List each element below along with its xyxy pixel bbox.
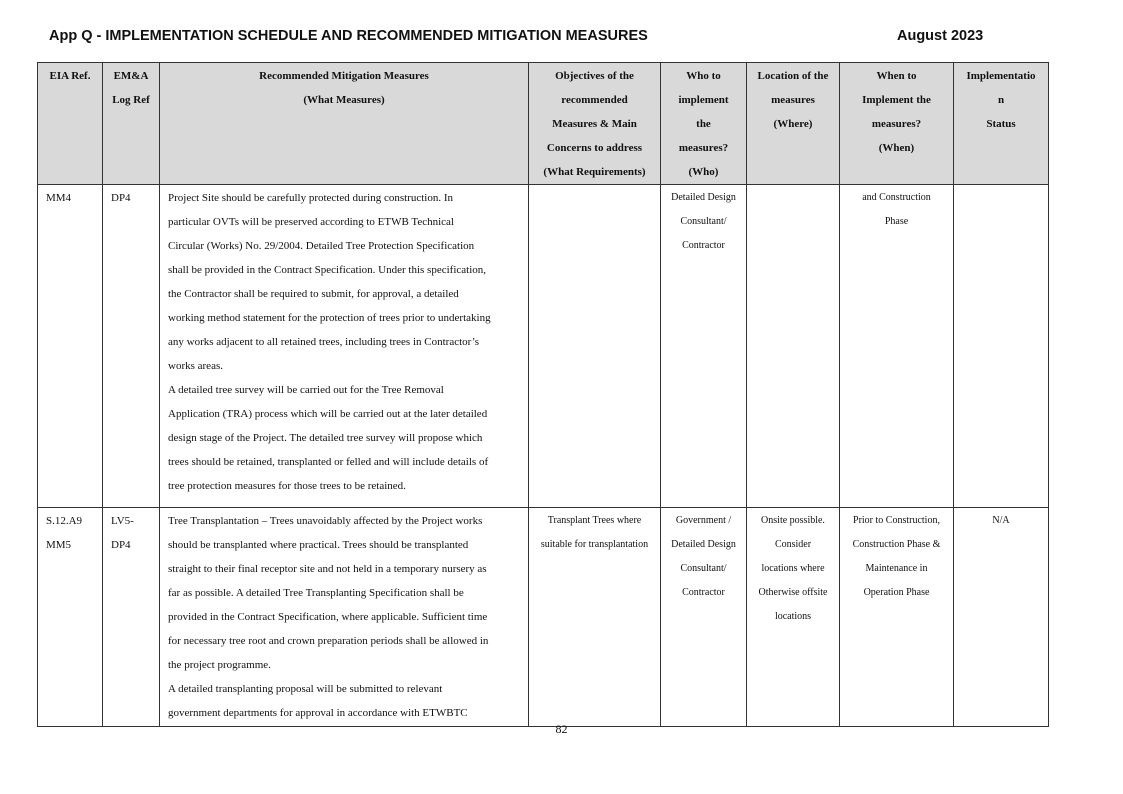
header-objectives [529,63,661,185]
cell-text-line: (When) [878,142,915,154]
cell-text-line: Objectives of the [555,70,634,82]
header-location [747,63,840,185]
page-number: 82 [555,722,568,736]
cell-objectives [529,508,661,727]
cell-text-line: measures [771,94,815,106]
cell-text-line: Log Ref [112,94,150,106]
cell-eia-ref [38,508,103,727]
cell-eia-ref [38,185,103,508]
cell-text-line: Detailed Design [671,539,736,550]
cell-text-line: and Construction [862,192,931,203]
cell-text-line: the [696,118,711,130]
cell-text-line: works areas. [168,360,223,372]
cell-text-line: EIA Ref. [49,70,91,82]
cell-text-line: (Where) [773,118,813,130]
cell-text-line: Contractor [682,240,725,251]
cell-text-line: working method statement for the protection of trees prior to undertaking [168,312,491,324]
cell-objectives [529,185,661,508]
table-row [38,508,1049,727]
cell-text-line: locations where [761,563,825,574]
cell-text-line: n [997,94,1005,106]
document-title: App Q - IMPLEMENTATION SCHEDULE AND RECOMMENDED MITIGATION MEASURES [49,28,648,44]
cell-text-line: Location of the [757,70,829,82]
cell-text-line: Otherwise offsite [758,587,828,598]
cell-text-line: Consultant/ [680,216,727,227]
cell-text-line: design stage of the Project. The detailed tree survey will propose which [168,432,483,444]
cell-text-line: straight to their final receptor site and not held in a temporary nursery as [168,563,487,575]
cell-text-line: for necessary tree root and crown preparation periods shall be allowed in [168,635,489,647]
cell-text-line: Circular (Works) No. 29/2004. Detailed Tree Protection Specification [168,240,475,252]
cell-ema-log-ref [103,508,160,727]
cell-text-line: tree protection measures for those trees to be retained. [168,480,406,492]
cell-text-line: suitable for transplantation [540,539,649,550]
cell-status [954,185,1049,508]
cell-text-line: LV5- [111,515,134,527]
document-date: August 2023 [897,28,984,44]
cell-text-line: Onsite possible. [761,515,825,526]
header-eia-ref [38,63,103,185]
cell-text-line: EM&A [113,70,149,82]
cell-text-line: Construction Phase & [852,539,941,550]
cell-text-line: Project Site should be carefully protected during construction. In [168,192,454,204]
cell-location [747,508,840,727]
cell-text-line: Implementatio [966,70,1036,82]
table-row [38,185,1049,508]
cell-text-line: When to [876,70,917,82]
cell-text-line: implement [678,94,729,106]
cell-text-line: any works adjacent to all retained trees, including trees in Contractor’s [168,336,480,348]
cell-text-line: N/A [992,515,1010,526]
cell-who [661,185,747,508]
cell-text-line: Application (TRA) process which will be carried out at the later detailed [168,408,488,420]
cell-when [840,185,954,508]
cell-text-line: measures? [871,118,922,130]
cell-text-line: far as possible. A detailed Tree Transplanting Specification shall be [168,587,464,599]
cell-text-line: Tree Transplantation – Trees unavoidably affected by the Project works [168,515,483,527]
cell-text-line: Concerns to address [546,142,643,154]
cell-text-line: Measures & Main [552,118,637,130]
cell-mitigation-measures [160,508,529,727]
cell-text-line: Implement the [862,94,931,106]
cell-text-line: S.12.A9 [46,515,83,527]
cell-text-line: shall be provided in the Contract Specification. Under this specification, [168,264,486,276]
cell-text-line: (Who) [688,166,719,178]
cell-location [747,185,840,508]
cell-text-line: locations [774,611,812,622]
cell-text-line: Phase [884,216,909,227]
cell-text-line: Operation Phase [863,587,930,598]
cell-who [661,508,747,727]
header-status [954,63,1049,185]
cell-text-line: Maintenance in [865,563,928,574]
header-who [661,63,747,185]
header-mitigation-measures [160,63,529,185]
header-ema-log-ref [103,63,160,185]
cell-text-line: A detailed transplanting proposal will be submitted to relevant [168,683,443,695]
cell-text-line: government departments for approval in accordance with ETWBTC [168,707,468,719]
implementation-schedule-table [37,62,1049,727]
cell-text-line: measures? [678,142,729,154]
cell-text-line: Who to [686,70,721,82]
cell-text-line: DP4 [111,539,131,551]
cell-text-line: Status [986,118,1016,130]
cell-status [954,508,1049,727]
cell-text-line: Consider [774,539,812,550]
cell-text-line: Prior to Construction, [853,515,940,526]
cell-text-line: the Contractor shall be required to submit, for approval, a detailed [168,288,459,300]
table-header-row [38,63,1049,185]
cell-text-line: Government / [675,515,732,526]
cell-text-line: Recommended Mitigation Measures [259,70,429,82]
cell-text-line: Contractor [682,587,725,598]
cell-text-line: should be transplanted where practical. Trees should be transplanted [168,539,469,551]
header-when [840,63,954,185]
cell-text-line: Consultant/ [680,563,727,574]
cell-when [840,508,954,727]
cell-text-line: (What Requirements) [543,166,646,178]
cell-text-line: Transplant Trees where [547,515,642,526]
cell-text-line: A detailed tree survey will be carried out for the Tree Removal [168,384,444,396]
cell-ema-log-ref [103,185,160,508]
cell-text-line: MM5 [46,539,72,551]
cell-text-line: (What Measures) [303,94,385,106]
cell-text-line: particular OVTs will be preserved according to ETWB Technical [168,216,454,228]
cell-text-line: MM4 [46,192,72,204]
cell-mitigation-measures [160,185,529,508]
cell-text-line: trees should be retained, transplanted or felled and will include details of [168,456,489,468]
cell-text-line: the project programme. [168,659,271,671]
cell-text-line: DP4 [111,192,131,204]
cell-text-line: Detailed Design [671,192,736,203]
cell-text-line: recommended [561,94,628,106]
cell-text-line: provided in the Contract Specification, where applicable. Sufficient time [168,611,488,623]
